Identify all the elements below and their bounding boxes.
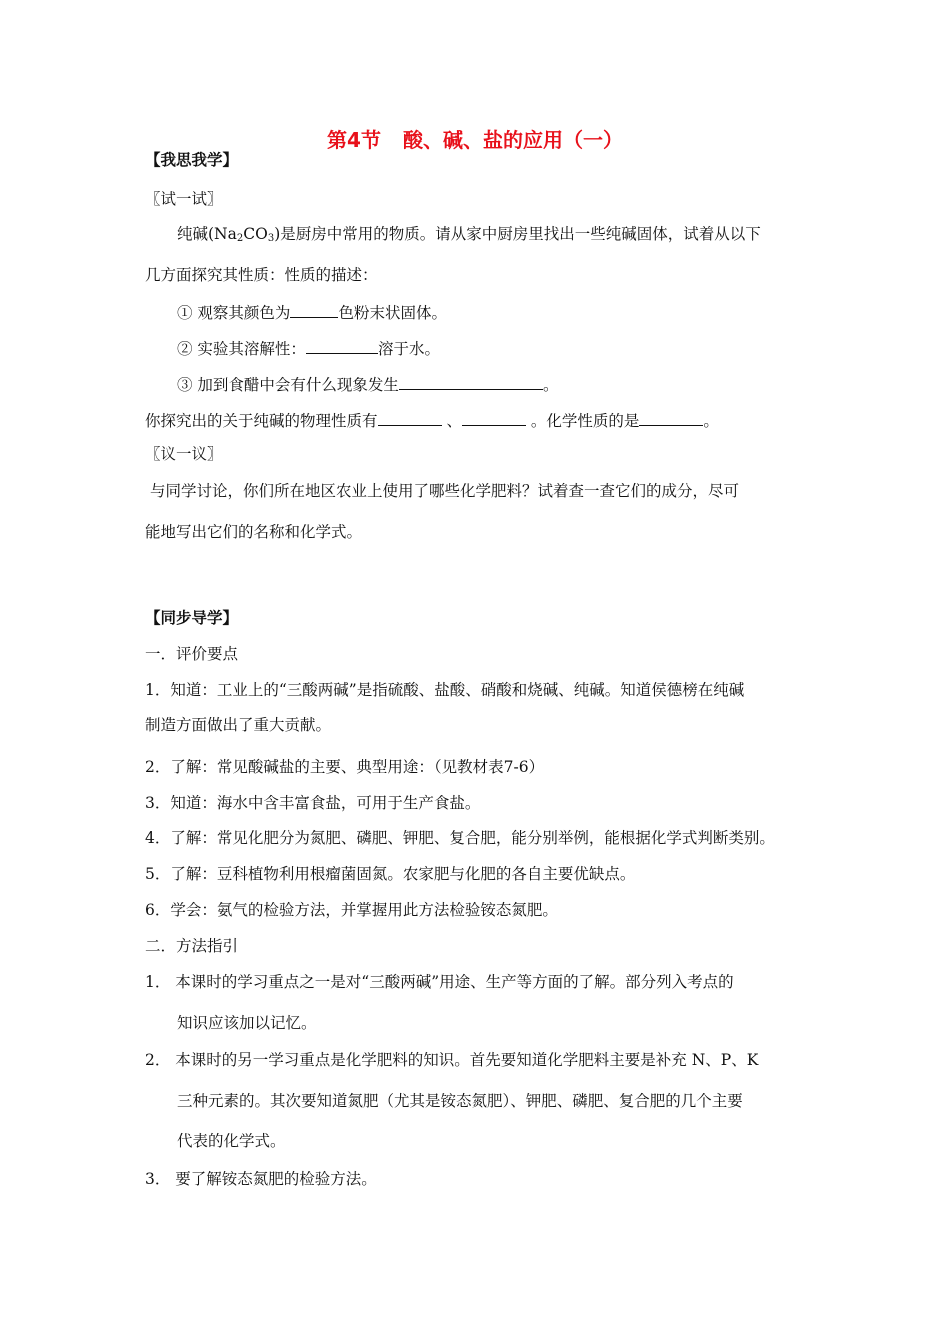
title-section-number: 第4节 — [327, 128, 381, 152]
part1-heading: 一．评价要点 — [145, 645, 239, 663]
discuss-paragraph-line-2: 能地写出它们的名称和化学式。 — [145, 523, 363, 541]
evaluation-point-6: 6．学会：氨气的检验方法，并掌握用此方法检验铵态氮肥。 — [145, 901, 558, 919]
evaluation-point-5: 5．了解：豆科植物利用根瘤菌固氮。农家肥与化肥的各自主要优缺点。 — [145, 865, 636, 883]
subheading-try: 〖试一试〗 — [145, 190, 223, 208]
try-paragraph-line-1: 纯碱$(Na_2CO_3)$是厨房中常用的物质。请从家中厨房里找出一些纯碱固体，试着从以下 — [177, 225, 761, 244]
evaluation-point-2: 2．了解：常见酸碱盐的主要、典型用途：（见教材表7-6） — [145, 758, 545, 776]
method-point-2-cont-1: 三种元素的。其次要知道氮肥（尤其是铵态氮肥）、钾肥、磷肥、复合肥的几个主要 — [177, 1092, 743, 1110]
evaluation-point-4: 4．了解：常见化肥分为氮肥、磷肥、钾肥、复合肥，能分别举例，能根据化学式判断类别。 — [145, 829, 775, 847]
question-color: ① 观察其颜色为 色粉末状固体。 — [177, 304, 447, 322]
evaluation-point-3: 3．知道：海水中含丰富食盐，可用于生产食盐。 — [145, 794, 481, 812]
answer-blank-chemical[interactable] — [639, 410, 703, 426]
question-properties: 你探究出的关于纯碱的物理性质有 、 。化学性质的是 。 — [145, 412, 719, 430]
method-point-1-cont: 知识应该加以记忆。 — [177, 1014, 317, 1032]
try-paragraph-line-2: 几方面探究其性质：性质的描述： — [145, 266, 378, 284]
section-heading-guide: 【同步导学】 — [145, 608, 239, 627]
method-point-2: 2． 本课时的另一学习重点是化学肥料的知识。首先要知道化学肥料主要是补充 N、P、K — [145, 1051, 759, 1069]
discuss-paragraph-line-1: 与同学讨论，你们所在地区农业上使用了哪些化学肥料？试着查一查它们的成分，尽可 — [150, 482, 740, 500]
evaluation-point-1-cont: 制造方面做出了重大贡献。 — [145, 716, 332, 734]
answer-blank-physical-2[interactable] — [462, 410, 526, 426]
part2-heading: 二．方法指引 — [145, 937, 239, 955]
answer-blank-color[interactable] — [290, 302, 338, 318]
evaluation-point-1: 1．知道：工业上的“三酸两碱”是指硫酸、盐酸、硝酸和烧碱、纯碱。知道侯德榜在纯碱 — [145, 681, 745, 699]
question-solubility: ② 实验其溶解性： 溶于水。 — [177, 340, 440, 358]
subheading-discuss: 〖议一议〗 — [145, 445, 223, 463]
page-title — [0, 124, 950, 153]
section-heading-think: 【我思我学】 — [145, 150, 239, 169]
answer-blank-physical-1[interactable] — [378, 410, 442, 426]
question-vinegar: ③ 加到食醋中会有什么现象发生 。 — [177, 376, 559, 394]
answer-blank-vinegar[interactable] — [399, 374, 543, 390]
method-point-2-cont-2: 代表的化学式。 — [177, 1132, 286, 1150]
title-text: 酸、碱、盐的应用（一） — [402, 128, 623, 152]
method-point-1: 1． 本课时的学习重点之一是对“三酸两碱”用途、生产等方面的了解。部分列入考点的 — [145, 973, 734, 991]
answer-blank-solubility[interactable] — [306, 338, 378, 354]
method-point-3: 3． 要了解铵态氮肥的检验方法。 — [145, 1170, 377, 1188]
